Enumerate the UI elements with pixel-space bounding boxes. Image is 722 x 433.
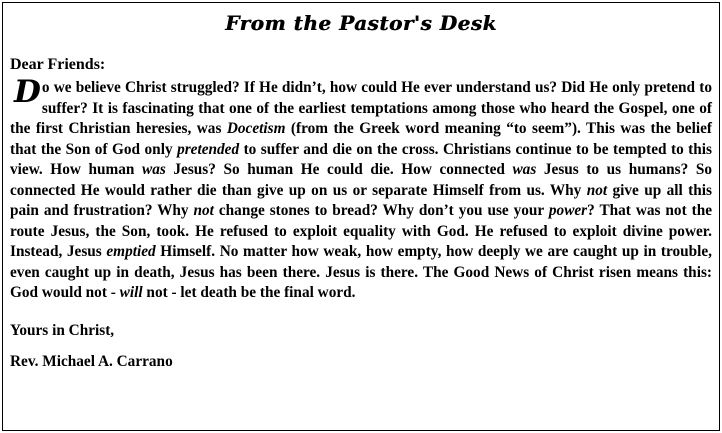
body-segment-1: o we believe Christ struggled? If He didn’t, how could He ever understand us? Did He only pretend to suffer? It is fascinating that one of the earliest temptations among those who heard the Gospel, one of the first Christian heresies, was xyxy=(10,79,712,137)
document-content xyxy=(10,6,712,427)
term-was-2: was xyxy=(512,161,537,178)
term-pretended: pretended xyxy=(177,140,240,158)
body-segment-5: Jesus to us humans? So connected He would rather die than give up on us or separate Himself from us. Why xyxy=(10,161,712,199)
term-not-1: not xyxy=(586,181,608,199)
closing-line: Yours in Christ, xyxy=(10,321,115,339)
term-will: will xyxy=(119,284,143,301)
drop-cap: D xyxy=(14,74,41,110)
term-not-2: not xyxy=(193,202,214,219)
signature-line: Rev. Michael A. Carrano xyxy=(10,352,173,370)
letter-body xyxy=(10,74,713,304)
body-segment-10: not - let death be the final word. xyxy=(142,284,356,301)
body-segment-9: Himself. No matter how weak, how empty, how deeply we are caught up in trouble, even caught up in death, Jesus has been there. Jesus is there. The Good News of Christ risen means this: God would not - xyxy=(10,243,713,301)
term-docetism: Docetism xyxy=(226,120,286,137)
body-segment-7: change stones to bread? Why don’t you use your xyxy=(213,202,549,219)
body-segment-6: give up all this pain and frustration? Why xyxy=(10,181,712,219)
body-segment-2: (from the Greek word meaning “to seem”). This was the belief that the Son of God only xyxy=(10,120,712,158)
salutation: Dear Friends: xyxy=(10,56,106,73)
term-power: power xyxy=(548,202,588,219)
body-segment-8: ? That was not the route Jesus, the Son, took. He refused to exploit equality with God. He refused to exploit divine power. Instead, Jesus xyxy=(10,202,712,260)
page-title: From the Pastor's Desk xyxy=(225,11,497,35)
term-emptied: emptied xyxy=(106,243,156,260)
body-segment-4: Jesus? So human He could die. How connected xyxy=(165,161,513,178)
term-was-1: was xyxy=(142,161,166,178)
body-segment-3: to suffer and die on the cross. Christians continue to be tempted to this view. How human xyxy=(10,140,712,178)
